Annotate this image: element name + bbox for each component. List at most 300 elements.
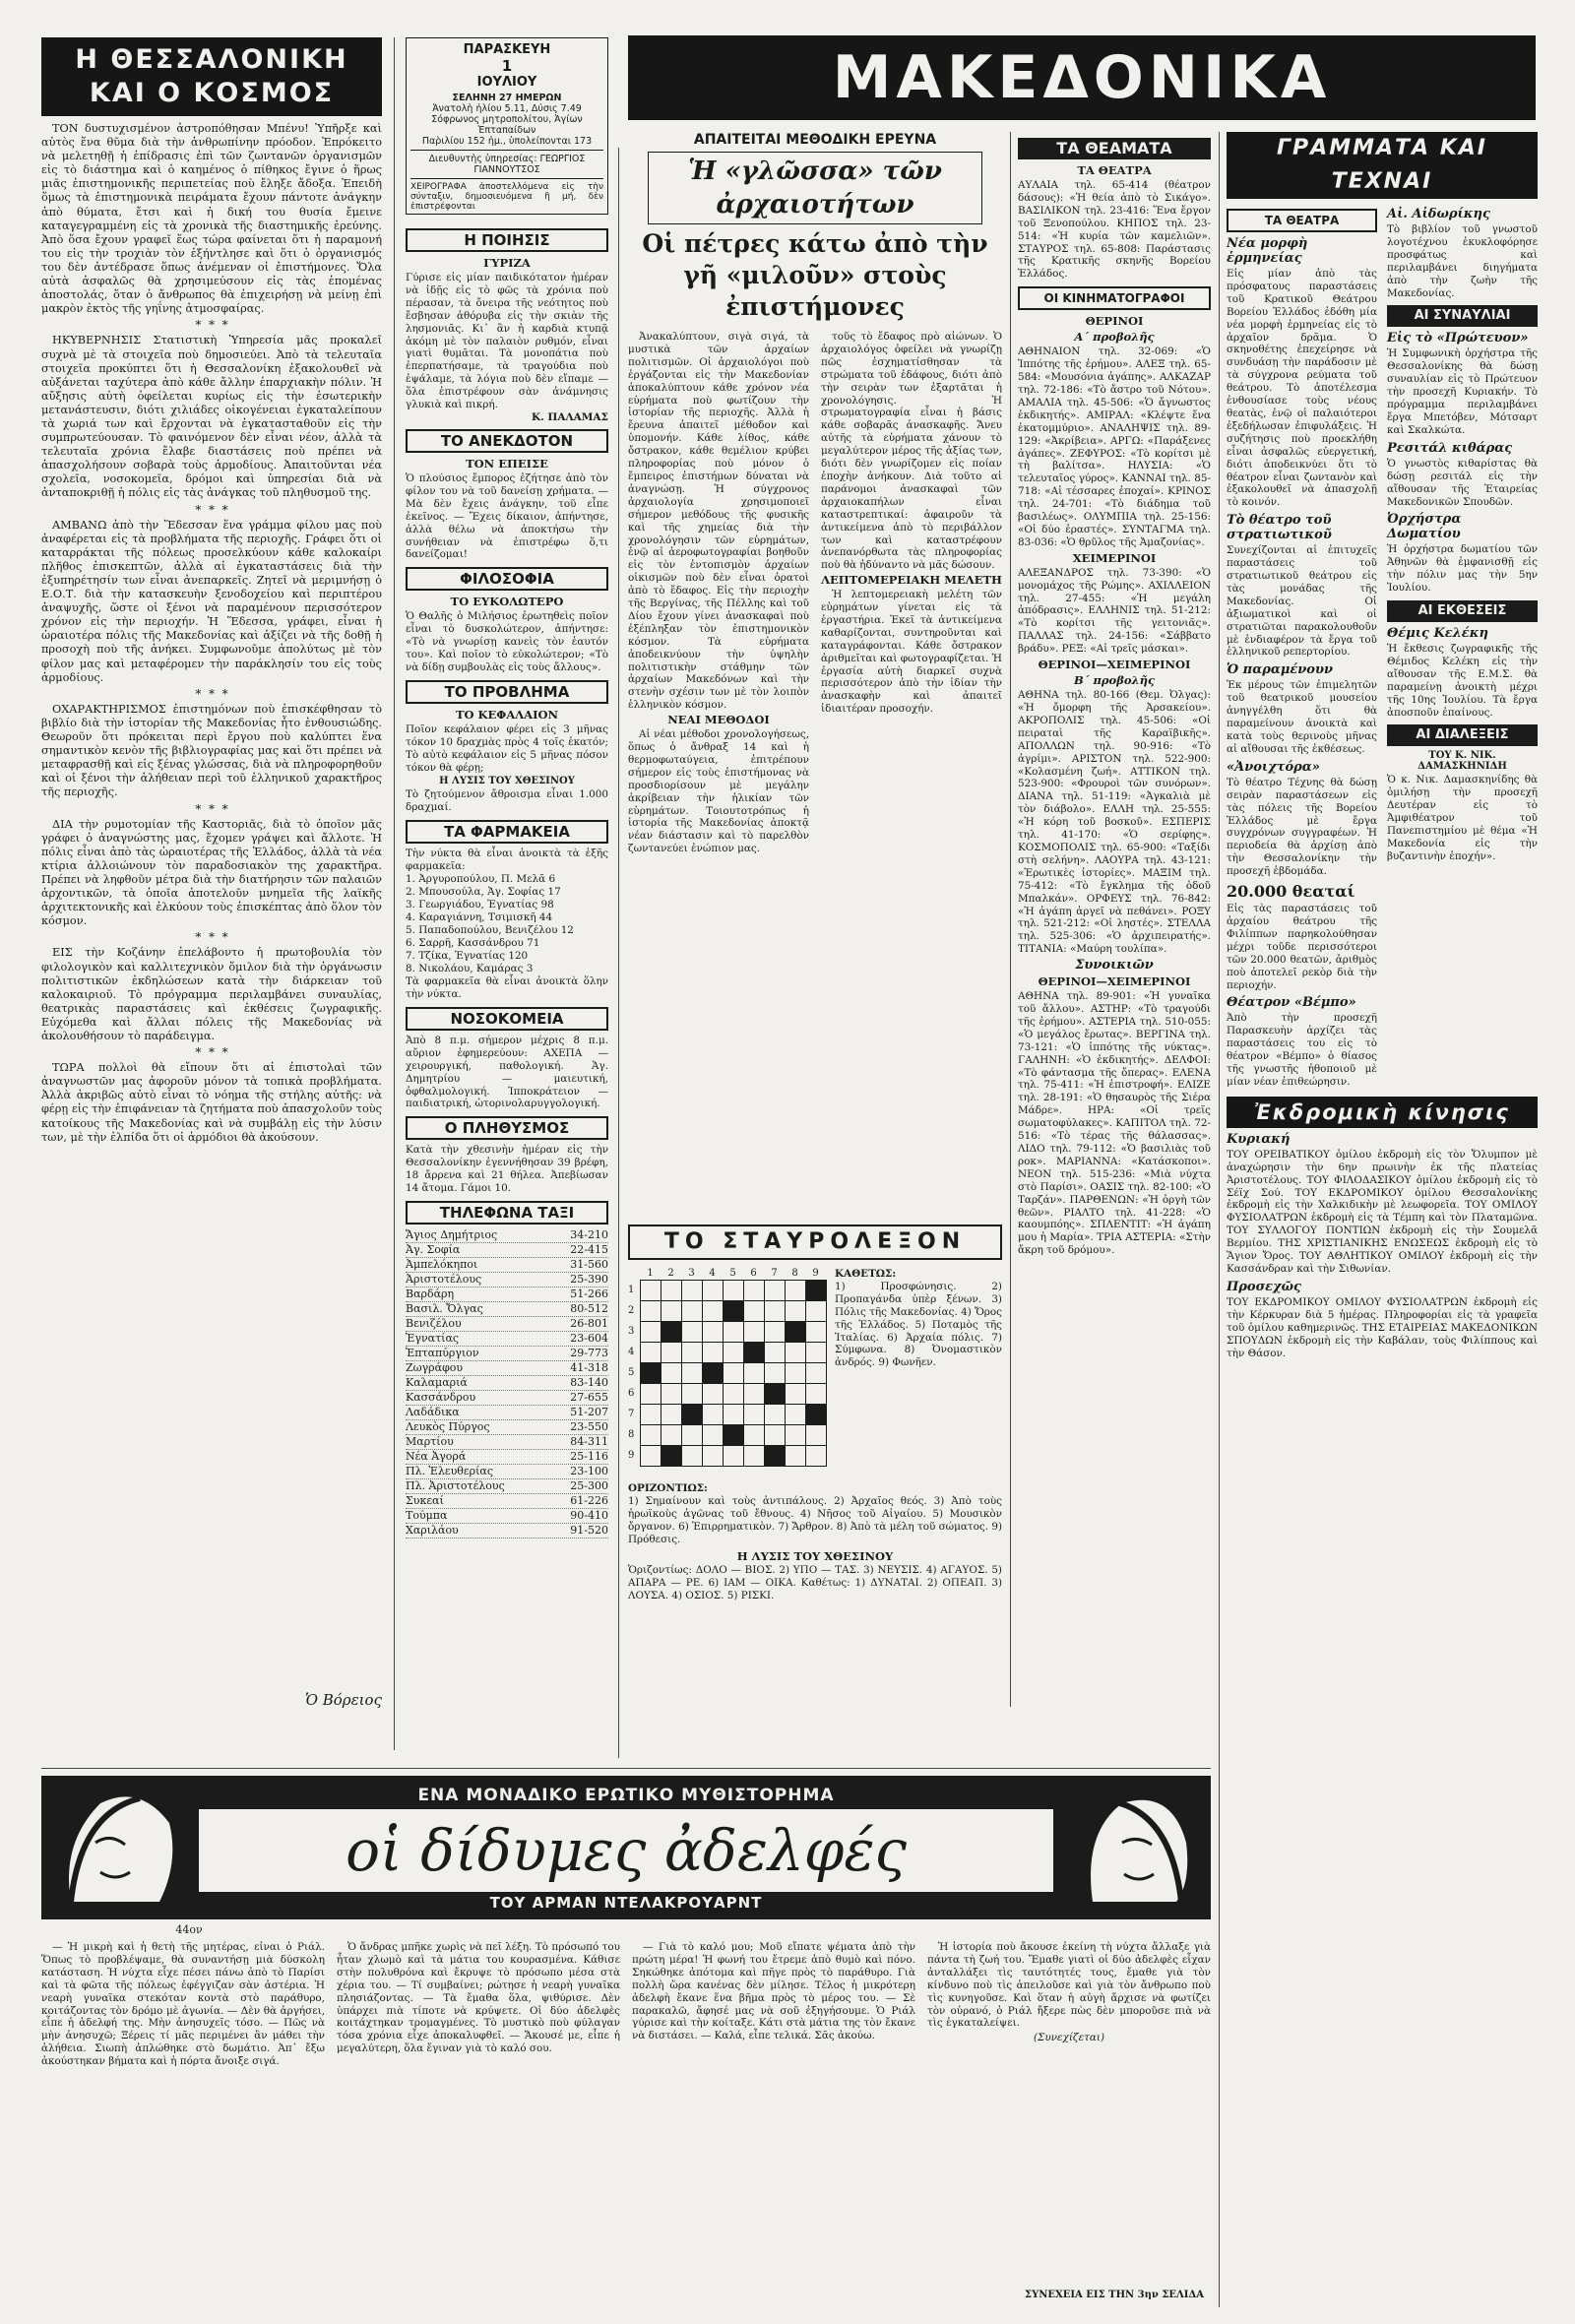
story-col-1	[628, 331, 809, 857]
portrait-illustration	[51, 1784, 189, 1912]
phone-row	[406, 1465, 608, 1479]
grid-cell[interactable]	[702, 1342, 724, 1363]
grid-row-number: 5	[628, 1367, 635, 1378]
arts-column	[1227, 132, 1538, 2309]
section-hospitals: ΝΟΣΟΚΟΜΕΙΑ	[406, 1007, 608, 1031]
grid-cell[interactable]	[702, 1424, 724, 1446]
section-spectacles: ΤΑ ΘΕΑΜΑΤΑ	[1018, 138, 1211, 159]
grid-cell[interactable]	[805, 1362, 827, 1384]
subhead: Αἰ. Αἰδωρίκης	[1387, 207, 1490, 221]
grid-cell[interactable]	[805, 1383, 827, 1405]
phone-area: Βασιλ. Ὄλγας	[406, 1301, 483, 1315]
phone-area: Βαρδάρη	[406, 1287, 455, 1300]
grid-cell[interactable]	[640, 1383, 662, 1405]
grid-cell[interactable]	[785, 1342, 806, 1363]
section-exhibitions: ΑΙ ΕΚΘΕΣΕΙΣ	[1387, 600, 1538, 622]
grid-cell[interactable]	[723, 1383, 744, 1405]
novel-paragraph: — Γιὰ τὸ καλό μου; Μοῦ εἴπατε ψέματα ἀπὸ τὴν πρώτη μέρα! Ἡ φωνή του ἔτρεμε ἀπὸ θυμὸ καὶ πόνο. Σηκώθηκε ἀπότομα καὶ πῆγε πρὸς τὸ παράθυρο. Γιὰ πολλὴ ὥρα κανένας δὲν μίλησε. Τέλος ἡ μικρότερη ἀδελφὴ ἔκανε ἕνα βῆμα πρὸς τὸ μέρος του. — Σὲ παρακαλῶ, ἄφησέ μας νὰ σοῦ ἐξηγήσουμε. Ὁ Ριάλ γύρισε καὶ τὴν κοίταξε. Κάτι στὰ μάτια της τὸν ἔκανε νὰ διστάσει. — Καλά, εἶπε τελικά. Σᾶς ἀκούω.	[632, 1941, 915, 2042]
novel-author: ΤΟΥ ΑΡΜΑΝ ΝΤΕΛΑΚΡΟΥΑΡΝΤ	[489, 1894, 763, 1912]
subhead: Νέα μορφὴ ἑρμηνείας	[1227, 236, 1308, 266]
phone-area: Ἐγνατίας	[406, 1331, 460, 1345]
phone-number: 27-655	[570, 1390, 608, 1404]
grid-cell[interactable]	[785, 1280, 806, 1301]
grid-cell[interactable]	[681, 1362, 703, 1384]
story-col-2	[821, 331, 1002, 857]
grid-cell[interactable]	[785, 1362, 806, 1384]
grid-row-number: 4	[628, 1347, 635, 1357]
grid-cell[interactable]	[723, 1321, 744, 1343]
grid-cell[interactable]	[805, 1280, 827, 1301]
phone-row	[406, 1317, 608, 1332]
subhead: Θέμις Κελέκη	[1387, 626, 1488, 642]
poem-text: Γύρισε εἰς μίαν παιδικότατον ἡμέραν νὰ ἰδῇς εἰς τὸ φῶς τὰ χρόνια ποὺ πέρασαν, τὰ ὄνειρα τῆς νεότητος ποὺ ἔσβησαν ἀθόρυβα εἰς τὴν σκιὰν τῆς λησμονιᾶς. Κι᾿ ἂν ἡ καρδιὰ κτυπᾷ ἀκόμη μὲ τὸν παλαιὸν ρυθμόν, εἶναι γιατὶ θυμᾶται. Τὰ μονοπάτια ποὺ ἐπερπατήσαμε, τὰ τραγούδια ποὺ ἐψάλαμε, τὰ λόγια ποὺ δὲν εἴπαμε — ὅλα ἐπιστρέφουν σὰν ἀνάμνησις γλυκιὰ καὶ πικρή.	[406, 272, 608, 411]
arts-text: Εἰς μίαν ἀπὸ τὰς πρόσφατους παραστάσεις τοῦ Κρατικοῦ Θεάτρου Βορείου Ἑλλάδος ἐδόθη μία νέα μορφὴ ἑρμηνείας εἰς τὸ ἀρχαῖον δρᾶμα. Ὁ σκηνοθέτης ἐπεχείρησε νὰ συνδυάσῃ τὴν παράδοσιν μὲ τὰ σύγχρονα ρεύματα τοῦ θεάτρου. Τὸ ἀποτέλεσμα ἐνθουσίασε τοὺς νέους θεατὰς, ἐνῷ οἱ παλαιότεροι ἐξεδήλωσαν ἐπιφυλάξεις. Ἡ συζήτησις ποὺ προεκλήθη εἶναι ἀσφαλῶς εὐεργετική, διότι ἀποδεικνύει ὅτι τὸ θέατρον εἶναι ζωντανὸν καὶ ἐξακολουθεῖ νὰ ἀπασχολῇ τὸ κοινόν.	[1227, 268, 1377, 509]
phone-area: Μαρτίου	[406, 1434, 454, 1448]
column-divider	[618, 148, 619, 1758]
grid-row-number: 1	[628, 1285, 635, 1295]
masthead-title: ΜΑΚΕΔΟΝΙΚΑ	[628, 35, 1536, 120]
phone-row	[406, 1332, 608, 1347]
grid-col-number: 1	[647, 1268, 654, 1279]
novel-portrait-right	[1063, 1784, 1201, 1912]
crossword-body	[628, 1268, 1002, 1476]
solution-text: Τὸ ζητούμενον ἄθροισμα εἶναι 1.000 δραχμαί.	[406, 788, 608, 814]
grid-cell[interactable]	[640, 1300, 662, 1322]
grid-cell[interactable]	[805, 1342, 827, 1363]
phone-area: Λαδάδικα	[406, 1405, 460, 1418]
novel-col	[337, 1941, 620, 2305]
crossword-grid	[628, 1268, 825, 1476]
cinema-group: ΘΕΡΙΝΟΙ—ΧΕΙΜΕΡΙΝΟΙ	[1038, 974, 1191, 989]
story-subhead: ΝΕΑΙ ΜΕΘΟΔΟΙ	[667, 713, 770, 727]
crossword	[628, 1225, 1002, 1687]
grid-col-number: 3	[688, 1268, 695, 1279]
phone-number: 84-311	[570, 1434, 608, 1448]
column-title: Η ΘΕΣΣΑΛΟΝΙΚΗ ΚΑΙ Ο ΚΟΣΜΟΣ	[41, 37, 382, 116]
grid-cell[interactable]	[743, 1321, 765, 1343]
phone-number: 25-116	[570, 1449, 608, 1463]
cinema-list: ΑΘΗΝΑ τηλ. 89-901: «Ἡ γυναῖκα τοῦ ἄλλου». ΑΣΤΗΡ: «Τὸ τραγούδι τῆς ἐρήμου». ΑΣΤΕΡΙΑ τηλ. 510-055: «Ὁ μεγάλος ἔρωτας». ΒΕΡΓΙΝΑ τηλ. 73-121: «Ὁ ἱππότης τῆς νύκτας». ΓΑΛΗΝΗ: «Ὁ ἐκδικητής». ΔΕΛΦΟΙ: «Τὸ φάντασμα τῆς ὄπερας». ΕΛΕΝΑ τηλ. 75-411: «Ἡ ἐπιστροφή». ΕΛΙΖΕ τηλ. 28-191: «Ὁ θησαυρὸς τῆς Σιέρα Μάδρε». ΗΡΑ: «Οἱ τρεῖς σωματοφύλακες». ΚΑΠΙΤΟΛ τηλ. 72-516: «Τὸ τέρας τῆς θάλασσας». ΛΙΔΟ τηλ. 79-112: «Ὁ βασιλιὰς τοῦ ροκ». ΜΑΡΙΑΝΝΑ: «Κατάσκοποι». ΝΕΟΝ τηλ. 515-236: «Μιὰ νύχτα στὸ Παρίσι». ΟΑΣΙΣ τηλ. 82-100: «Ὁ Ταρζάν». ΠΑΡΘΕΝΩΝ: «Ἡ ὀργὴ τῶν θεῶν». ΡΙΑΛΤΟ τηλ. 41-228: «Ὁ καουμπόης». ΣΠΛΕΝΤΙΤ: «Ἡ ἀγάπη μου ἡ Μαρία». ΤΡΙΑ ΑΣΤΕΡΙΑ: «Στὴν ἄκρη τοῦ δρόμου».	[1018, 990, 1211, 1257]
phone-row	[406, 1228, 608, 1243]
grid-col-number: 9	[812, 1268, 819, 1279]
pharmacy-item: 5. Παπαδοπούλου, Βενιζέλου 12	[406, 924, 574, 937]
excursions-text: ΤΟΥ ΟΡΕΙΒΑΤΙΚΟΥ ὁμίλου ἐκδρομὴ εἰς τὸν Ὄλυμπον μὲ ἀναχώρησιν τὴν 6ην πρωινὴν ἐκ τῆς πλατείας Ἀριστοτέλους. ΤΟΥ ΦΙΛΟΔΑΣΙΚΟΥ ὁμίλου ἐκδρομὴ εἰς τὸ Σέϊχ Σού. ΤΟΥ ΕΚΔΡΟΜΙΚΟΥ ὁμίλου Θεσσαλονίκης ἐκδρομὴ εἰς τὴν Χαλκιδικὴν μὲ λεωφορεῖα. ΤΟΥ ΟΜΙΛΟΥ ΦΥΣΙΟΛΑΤΡΩΝ ἐκδρομὴ εἰς τὰ Τέμπη καὶ τὸν Πλαταμῶνα. ΤΟΥ ΣΥΛΛΟΓΟΥ ΠΟΝΤΙΩΝ ἐκδρομὴ εἰς τὴν Σουμελᾶ Βερμίου. ΤΗΣ ΧΡΙΣΤΙΑΝΙΚΗΣ ΕΝΩΣΕΩΣ ἐκδρομὴ εἰς τὸ Ἅγιον Ὄρος. ΤΟΥ ΑΘΛΗΤΙΚΟΥ ΟΜΙΛΟΥ ἐκδρομὴ εἰς τὴν Κασσάνδραν καὶ τὴν Σιθωνίαν.	[1227, 1148, 1538, 1275]
phone-area: Κασσάνδρου	[406, 1390, 476, 1404]
phone-row	[406, 1406, 608, 1420]
phone-row	[406, 1376, 608, 1391]
grid-cell[interactable]	[640, 1404, 662, 1425]
grid-cell[interactable]	[640, 1362, 662, 1384]
cinemas-head: ΟΙ ΚΙΝΗΜΑΤΟΓΡΑΦΟΙ	[1018, 286, 1211, 310]
phone-area: Καλαμαριά	[406, 1375, 468, 1389]
story-columns	[628, 331, 1002, 857]
phone-area: Χαριλάου	[406, 1523, 459, 1537]
grid-cell[interactable]	[702, 1404, 724, 1425]
grid-cell[interactable]	[743, 1404, 765, 1425]
phone-number: 31-560	[570, 1257, 608, 1271]
phone-area: Πλ. Ἀριστοτέλους	[406, 1478, 505, 1492]
manuscript-note: ΧΕΙΡΟΓΡΑΦΑ ἀποστελλόμενα εἰς τὴν σύνταξιν, δημοσιευόμενα ἢ μή, δὲν ἐπιστρέφονται	[410, 182, 603, 212]
subhead: Τὸ θέατρο τοῦ στρατιωτικοῦ	[1227, 513, 1332, 543]
grid-col-number: 6	[750, 1268, 757, 1279]
pharmacies-note: Τὰ φαρμακεῖα θὰ εἶναι ἀνοικτὰ ὅλην τὴν νύκτα.	[406, 975, 608, 1000]
phone-number: 51-266	[570, 1287, 608, 1300]
novel-banner	[41, 1776, 1211, 1919]
director-line: Διευθυντὴς ὑπηρεσίας: ΓΕΩΡΓΙΟΣ ΓΙΑΝΝΟΥΤΣΟΣ	[428, 154, 586, 175]
phone-row	[406, 1524, 608, 1539]
paragraph: ΕΙΣ τὴν Κοζάνην ἐπελάβοντο ἡ πρωτοβουλία τὸν φιλολογικὸν καὶ καλλιτεχνικὸν ὅμιλον διὰ τὴν ὀργάνωσιν πολιτιστικῶν ἐκδηλώσεων κατὰ τὴν διάρκειαν τοῦ καλοκαιριοῦ. Τὸ πρόγραμμα περιλαμβάνει συναυλίας, θεατρικὰς παραστάσεις καὶ ἐκθέσεις ζωγραφικῆς. Εὐχόμεθα καὶ ἄλλαι πόλεις τῆς Μακεδονίας νὰ ἀκολουθήσουν τὸ παράδειγμα.	[41, 946, 382, 1042]
phone-number: 34-210	[570, 1227, 608, 1241]
philosophy-text: Ὁ Θαλῆς ὁ Μιλήσιος ἐρωτηθεὶς ποῖον εἶναι τὸ δυσκολώτερον, ἀπήντησε: «Τὸ νὰ γνωρίσῃ κανεὶς τὸν ἑαυτόν του». Καὶ ποῖον τὸ εὐκολώτερον; «Τὸ νὰ δίδῃ συμβουλὰς εἰς τοὺς ἄλλους».	[406, 610, 608, 673]
subhead: Προσεχῶς	[1227, 1279, 1301, 1294]
grid-cell[interactable]	[661, 1362, 682, 1384]
subhead: «Ἀνοιχτόρα»	[1227, 759, 1320, 775]
grid-cell[interactable]	[743, 1424, 765, 1446]
arts-col-2	[1387, 203, 1538, 1089]
grid-cell[interactable]	[723, 1445, 744, 1467]
pharmacy-item: 2. Μπουσούλα, Ἁγ. Σοφίας 17	[406, 886, 561, 899]
phone-area: Συκεαί	[406, 1493, 444, 1507]
grid-cell[interactable]	[764, 1280, 786, 1301]
phone-row	[406, 1435, 608, 1450]
grid-cell[interactable]	[702, 1321, 724, 1343]
subhead: ΤΟΥ Κ. ΝΙΚ. ΔΑΜΑΣΚΗΝΙΔΗ	[1418, 750, 1507, 773]
theatres-head: ΤΑ ΘΕΑΤΡΑ	[1077, 163, 1152, 177]
phone-row	[406, 1258, 608, 1273]
cinema-group: ΧΕΙΜΕΡΙΝΟΙ	[1072, 550, 1157, 565]
col2	[406, 222, 608, 1758]
grid-cell[interactable]	[661, 1300, 682, 1322]
arts-col-1	[1227, 203, 1377, 1089]
grid-cell[interactable]	[702, 1383, 724, 1405]
down-clues: 1) Προσφώνησις. 2) Προπαγάνδα ὑπὲρ ξένων. 3) Πόλις τῆς Μακεδονίας. 4) Ὄρος τῆς Ἑλλάδος. 5) Ποταμὸς τῆς Ἰταλίας. 6) Ἀρχαία πόλις. 7) Σύμφωνα. 8) Ὀνομαστικὸν ἀνδρός. 9) Φωνῆεν.	[835, 1280, 1002, 1369]
grid-cell[interactable]	[764, 1383, 786, 1405]
novel-paragraph: Ἡ ἱστορία ποὺ ἄκουσε ἐκείνη τὴ νύχτα ἄλλαξε γιὰ πάντα τὴ ζωή του. Ἔμαθε γιατὶ οἱ δύο ἀδελφὲς εἶχαν ἀνταλλάξει τὶς ταυτότητές τους, ἔμαθε γιὰ τὸν κίνδυνο ποὺ τὶς ἀπειλοῦσε καὶ γιὰ τὸν ἄνθρωπο ποὺ τὶς κυνηγοῦσε. Καὶ ὅταν ἡ αὐγὴ ἄρχισε νὰ φωτίζει τὸν οὐρανό, ὁ Ριάλ ἤξερε πὼς δὲν μποροῦσε πιὰ νὰ τὶς ἐγκαταλείψει.	[927, 1941, 1211, 2030]
phone-row	[406, 1391, 608, 1406]
grid-cell[interactable]	[681, 1342, 703, 1363]
phone-number: 83-140	[570, 1375, 608, 1389]
grid-row-number: 2	[628, 1305, 635, 1316]
phone-row	[406, 1288, 608, 1302]
section-anecdote: ΤΟ ΑΝΕΚΔΟΤΟΝ	[406, 429, 608, 453]
problem-title: ΤΟ ΚΕΦΑΛΑΙΟΝ	[455, 707, 559, 722]
grid-cell[interactable]	[743, 1383, 765, 1405]
novel-paragraph: — Ἡ μικρὴ καὶ ἡ θετὴ τῆς μητέρας, εἶναι ὁ Ριάλ. Ὅπως τὸ προβλέψαμε, θὰ συναντήσῃ μιὰ δύσκολη κατάσταση. Ἡ νύχτα εἶχε πέσει πάνω ἀπὸ τὸ Παρίσι καὶ τὰ φῶτα τῆς πόλεως ἐφέγγιζαν σὰν ἀστέρια. Ἡ νεαρὴ γυναῖκα στεκόταν κοντὰ στὸ παράθυρο, κοιτάζοντας τὸν δρόμο μὲ ἀγωνία. — Δὲν θὰ ἀργήσει, εἶπε ἡ ἀδελφή της. Μὴν ἀνησυχεῖς τόσο. — Πῶς νὰ μὴν ἀνησυχῶ; Ξέρεις τί μᾶς περιμένει ἂν μάθει τὴν ἀλήθεια. Σιωπὴ ἁπλώθηκε στὸ δωμάτιο. Ἀπ᾿ ἔξω ἀκούστηκαν βήματα καὶ ἡ πόρτα ἄνοιξε σιγά.	[41, 1941, 325, 2068]
grid-cell[interactable]	[702, 1280, 724, 1301]
grid-cell[interactable]	[661, 1280, 682, 1301]
section-pharmacies: ΤΑ ΦΑΡΜΑΚΕΙΑ	[406, 820, 608, 844]
story-paragraph: τοῦς τὸ ἔδαφος πρὸ αἰώνων. Ὁ ἀρχαιολόγος ὀφείλει νὰ γνωρίζῃ πῶς ἐσχηματίσθησαν τὰ στρώματα τοῦ ἐδάφους, διότι ἀπὸ τὴν σειρὰν των ἐξαρτᾶται ἡ χρονολόγησις. Ἡ στρωματογραφία εἶναι ἡ βάσις κάθε σοβαρᾶς ἀνασκαφῆς. Ἄνευ αὐτῆς τὰ εὑρήματα χάνουν τὸ μεγαλύτερον μέρος τῆς ἀξίας των, διότι δὲν γνωρίζομεν εἰς ποίαν ἐποχὴν ἀνήκουν. Διὰ τοῦτο αἱ παράνομοι ἀνασκαφαὶ τῶν ἀρχαιοκαπήλων εἶναι καταστρεπτικαί: ἀφαιροῦν τὰ ἀντικείμενα ἀπὸ τὸ περιβάλλον των καὶ καταστρέφουν ἀνεπανόρθωτα τὰς πληροφορίας ποὺ θὰ ἠδύναντο νὰ μᾶς δώσουν.	[821, 331, 1002, 572]
phone-row	[406, 1450, 608, 1465]
phone-area: Λευκὸς Πύργος	[406, 1419, 490, 1433]
paragraph: ΤΩΡΑ πολλοὶ θὰ εἴπουν ὅτι αἱ ἐπιστολαὶ τῶν ἀναγνωστῶν μας ἀφοροῦν μόνον τὰ τοπικὰ προβλήματα. Ἀλλὰ ἀκριβῶς αὐτὸ εἶναι τὸ νόημα τῆς στήλης αὐτῆς: νὰ φέρῃ εἰς τὴν ἐπιφάνειαν τὰ ζητήματα ποὺ ἀπασχολοῦν τοὺς κατοίκους τῆς Μακεδονίας καὶ νὰ συμβάλῃ εἰς τὴν λύσιν των, μὲ τὴν ἐλπίδα ὅτι οἱ ἁρμόδιοι θὰ ἀκούσουν.	[41, 1061, 382, 1144]
cinema-list: ΑΘΗΝΑ τηλ. 80-166 (Θεμ. Ὀλγας): «Ἡ ὄμορφη τῆς Ἀρσακείου». ΑΚΡΟΠΟΛΙΣ τηλ. 45-506: «Οἱ πειραταὶ τῆς Καραϊβικῆς». ΑΠΟΛΛΩΝ τηλ. 90-916: «Τὸ ἀγρίμι». ΑΡΙΣΤΟΝ τηλ. 522-900: «Κολασμένη ζωή». ΑΤΤΙΚΟΝ τηλ. 523-900: «Φρουροὶ τῶν συνόρων». ΔΙΑΝΑ τηλ. 51-119: «Ἀγκαλιὰ μὲ τὸν διάβολο». ΕΛΛΗ τηλ. 25-555: «Ἡ κόρη τοῦ βοσκοῦ». ΕΣΠΕΡΙΣ τηλ. 41-170: «Ὁ σερίφης». ΚΟΣΜΟΠΟΛΙΣ τηλ. 65-900: «Ταξίδι στὴ σελήνη». ΛΑΟΥΡΑ τηλ. 43-121: «Ἐρωτικὲς ἱστορίες». ΜΑΞΙΜ τηλ. 75-412: «Τὸ ἔγκλημα τῆς ὁδοῦ Μπαλκάν». ΟΡΦΕΥΣ τηλ. 76-842: «Ἡ ἀγάπη ἀργεῖ νὰ πεθάνει». ΡΟΞΥ τηλ. 521-212: «Οἱ ληστές». ΣΤΕΛΛΑ τηλ. 525-306: «Ὁ ἀρχιπειρατής». ΤΙΤΑΝΙΑ: «Μαύρη τουλίπα».	[1018, 689, 1211, 956]
left-column	[41, 37, 382, 1775]
novel-continued: (Συνεχίζεται)	[1033, 2032, 1105, 2044]
separator-stars: * * *	[195, 502, 228, 517]
arts-columns	[1227, 203, 1538, 1089]
anecdote-title: ΤΟΝ ΕΠΕΙΣΕ	[466, 456, 548, 471]
grid-cell[interactable]	[681, 1383, 703, 1405]
date-month: ΙΟΥΛΙΟΥ	[476, 75, 537, 90]
arts-text: Ὁ κ. Νικ. Δαμασκηνίδης θὰ ὁμιλήσῃ τὴν προσεχῆ Δευτέραν εἰς τὸ Ἀμφιθέατρον τοῦ Πανεπιστημίου μὲ θέμα «Ἡ Μακεδονία εἰς τὴν βυζαντινὴν ἐποχήν».	[1387, 774, 1538, 862]
grid-cell[interactable]	[723, 1280, 744, 1301]
crossword-title: ΤΟ ΣΤΑΥΡΟΛΕΞΟΝ	[628, 1225, 1002, 1260]
grid-cell[interactable]	[661, 1445, 682, 1467]
cinema-group: Συνοικιῶν	[1075, 958, 1154, 974]
grid-cell[interactable]	[785, 1300, 806, 1322]
grid-cell[interactable]	[702, 1445, 724, 1467]
grid-cell[interactable]	[723, 1342, 744, 1363]
grid-cell[interactable]	[640, 1424, 662, 1446]
section-theatres: ΤΑ ΘΕΑΤΡΑ	[1227, 209, 1377, 232]
arts-title: ΓΡΑΜΜΑΤΑ ΚΑΙ ΤΕΧΝΑΙ	[1227, 132, 1538, 199]
crossword-across	[628, 1482, 1002, 1602]
solution-title: Η ΛΥΣΙΣ ΤΟΥ ΧΘΕΣΙΝΟΥ	[439, 776, 575, 787]
arts-text: Τὸ θέατρο Τέχνης θὰ δώσῃ σειρὰν παραστάσεων εἰς τὰς πόλεις τῆς Βορείου Ἑλλάδος μὲ ἔργα συγχρόνων συγγραφέων. Ἡ περιοδεία θὰ ἀρχίσῃ ἀπὸ τὴν Θεσσαλονίκην τὴν προσεχῆ ἑβδομάδα.	[1227, 776, 1377, 878]
grid-cell[interactable]	[743, 1445, 765, 1467]
phone-number: 80-512	[570, 1301, 608, 1315]
grid-cell[interactable]	[764, 1300, 786, 1322]
arts-text: Ἡ Συμφωνικὴ ὀρχήστρα τῆς Θεσσαλονίκης θὰ δώσῃ συναυλίαν εἰς τὸ Πρώτευον τὴν προσεχῆ Κυριακήν. Τὸ πρόγραμμα περιλαμβάνει ἔργα Μπετόβεν, Μότσαρτ καὶ Σκαλκώτα.	[1387, 347, 1538, 436]
grid-cell[interactable]	[764, 1445, 786, 1467]
arts-text: Τὸ βιβλίον τοῦ γνωστοῦ λογοτέχνου ἐκυκλοφόρησε προσφάτως καὶ περιλαμβάνει διηγήματα ἀπὸ τὴν ζωὴν τῆς Μακεδονίας.	[1387, 223, 1538, 299]
story-paragraph: Ἡ λεπτομερειακὴ μελέτη τῶν εὑρημάτων γίνεται εἰς τὰ ἐργαστήρια. Ἐκεῖ τὰ ἀντικείμενα καθαρίζονται, συντηροῦνται καὶ καταγράφονται. Κάθε ὄστρακον ἀριθμεῖται καὶ φωτογραφίζεται. Ἡ ἐργασία αὐτὴ διαρκεῖ συχνὰ περισσότερον ἀπὸ τὴν ἰδίαν τὴν ἀνασκαφὴν καὶ ἀπαιτεῖ ἰδιαιτέραν προσοχήν.	[821, 589, 1002, 716]
grid-cell[interactable]	[640, 1321, 662, 1343]
phone-number: 29-773	[570, 1346, 608, 1359]
grid-row-number: 6	[628, 1388, 635, 1399]
story-kicker: ΑΠΑΙΤΕΙΤΑΙ ΜΕΘΟΔΙΚΗ ΕΡΕΥΝΑ	[693, 132, 937, 148]
grid-cell[interactable]	[681, 1424, 703, 1446]
novel-portrait	[51, 1784, 189, 1912]
separator-stars: * * *	[195, 801, 228, 816]
arts-text: Συνεχίζονται αἱ ἐπιτυχεῖς παραστάσεις τοῦ στρατιωτικοῦ θεάτρου εἰς τὰς μονάδας τῆς Μακεδονίας. Οἱ ἀξιωματικοὶ καὶ οἱ στρατιῶται παρακολουθοῦν μὲ ἐνδιαφέρον τὰ ἔργα τοῦ ἑλληνικοῦ ρεπερτορίου.	[1227, 544, 1377, 659]
grid-cell[interactable]	[661, 1404, 682, 1425]
section-philosophy: ΦΙΛΟΣΟΦΙΑ	[406, 567, 608, 591]
grid-cell[interactable]	[743, 1342, 765, 1363]
phone-number: 41-318	[570, 1360, 608, 1374]
grid-row-number: 3	[628, 1326, 635, 1337]
arts-text: Ἡ ὀρχήστρα δωματίου τῶν Ἀθηνῶν θὰ ἐμφανισθῇ εἰς τὴν πόλιν μας τὴν 5ην Ἰουλίου.	[1387, 543, 1538, 595]
column-divider	[1010, 132, 1011, 1707]
grid-cell[interactable]	[785, 1445, 806, 1467]
pharmacy-list	[406, 873, 608, 975]
pharmacy-item: 1. Ἀργυροπούλου, Π. Μελᾶ 6	[406, 873, 556, 886]
paragraph: ΑΜΒΑΝΩ ἀπὸ τὴν Ἕδεσσαν ἕνα γράμμα φίλου μας ποὺ ἀναφέρεται εἰς τὰ προβλήματα τῆς περιοχῆς. Γράφει ὅτι οἱ καταρράκται τῆς πόλεως προσελκύουν κάθε καλοκαίρι πλῆθος ἐπισκεπτῶν, ἀλλὰ αἱ ἐγκαταστάσεις διὰ τὴν ἐξυπηρέτησίν των εἶναι ἀνεπαρκεῖς. Ζητεῖ νὰ μεριμνήσῃ ὁ Ε.Ο.Τ. διὰ τὴν κατασκευὴν ξενοδοχείου καὶ περιπτέρου ἀναψυχῆς, ὥστε οἱ ξένοι νὰ παραμένουν περισσότερον χρόνον εἰς τὴν περιοχήν. Ἡ Ἕδεσσα, γράφει, εἶναι ἡ ὡραιοτέρα πόλις τῆς Μακεδονίας καὶ ἀξίζει νὰ τῆς δοθῇ ἡ προσοχὴ ποὺ τῆς ἀνήκει. Συμφωνοῦμε ἀπολύτως μὲ τὸν φίλον μας καὶ μεταφέρομεν τὴν παράκλησίν του εἰς τοὺς ἁρμοδίους.	[41, 518, 382, 684]
phone-row	[406, 1347, 608, 1361]
grid-cell[interactable]	[785, 1404, 806, 1425]
rule	[410, 178, 603, 179]
continued-note: ΣΥΝΕΧΕΙΑ ΕΙΣ ΤΗΝ 3ην ΣΕΛΙΔΑ	[1025, 2290, 1204, 2300]
grid-cell[interactable]	[661, 1424, 682, 1446]
story-paragraph: Αἱ νέαι μέθοδοι χρονολογήσεως, ὅπως ὁ ἄνθραξ 14 καὶ ἡ θερμοφωταύγεια, ἐπιτρέπουν σήμερον εἰς τοὺς ἐπιστήμονας νὰ προσδιορίσουν μὲ μεγάλην ἀκρίβειαν τὴν ἡλικίαν τῶν εὑρημάτων. Τοιουτοτρόπως ἡ ἱστορία τῆς Μακεδονίας ἀποκτᾷ νέαν διάστασιν καὶ τὸ παρελθὸν ζωντανεύει ἐνώπιον μας.	[628, 728, 809, 855]
separator-stars: * * *	[195, 1045, 228, 1060]
novel-banner-label: ΕΝΑ ΜΟΝΑΔΙΚΟ ΕΡΩΤΙΚΟ ΜΥΘΙΣΤΟΡΗΜΑ	[417, 1786, 835, 1805]
theatres-text: ΑΥΛΑΙΑ τηλ. 65-414 (θέατρον δάσους): «Ἡ θεία ἀπὸ τὸ Σικάγο». ΒΑΣΙΛΙΚΟΝ τηλ. 23-416: Ἕνα ἔργον τοῦ Ξενοπούλου. ΚΗΠΟΣ τηλ. 23-514: «Ἡ κυρία τῶν καμελιῶν». ΣΤΑΥΡΟΣ τηλ. 65-808: Παράστασις τῆς Κρατικῆς σκηνῆς Βορείου Ἑλλάδος.	[1018, 179, 1211, 281]
calendar-line: Παρ̀ιλίου 152 ἡμ., ὑπολείπονται 173	[421, 136, 593, 147]
calendar-line: Ἀνατολὴ ἡλίου 5.11, Δύσις 7.49	[432, 103, 582, 114]
story-paragraph: Ἀνακαλύπτουν, σιγὰ σιγά, τὰ μυστικὰ τῶν ἀρχαίων πολιτισμῶν. Οἱ ἀρχαιολόγοι ποὺ ἐργάζονται εἰς τὴν Μακεδονίαν ἀποκαλύπτουν κάθε χρόνον νέα εὑρήματα ποὺ φωτίζουν τὴν ἱστορίαν τῆς περιοχῆς. Ἀλλὰ ἡ ἔρευνα ἀπαιτεῖ μέθοδον καὶ ὑπομονήν. Κάθε λίθος, κάθε ὄστρακον, κάθε θεμέλιον κρύβει πληροφορίας ποὺ μόνον ὁ ἔμπειρος ἐπιστήμων δύναται νὰ ἀναγνώσῃ. Ἡ σύγχρονος ἀρχαιολογία χρησιμοποιεῖ σήμερον μεθόδους τῆς φυσικῆς καὶ τῆς χημείας διὰ τὴν χρονολόγησιν τῶν εὑρημάτων, ἐνῷ αἱ ἀεροφωτογραφίαι βοηθοῦν εἰς τὸν ἐντοπισμὸν ἀρχαίων οἰκισμῶν ποὺ δὲν εἶναι ὁρατοὶ ἀπὸ τὸ ἔδαφος. Εἰς τὴν περιοχὴν τῆς Βεργίνας, τῆς Πέλλης καὶ τοῦ Δίου ἔχουν γίνει ἀνασκαφαὶ ποὺ ἐξέπληξαν τὸν ἐπιστημονικὸν κόσμον. Τὰ εὑρήματα ἀποδεικνύουν τὴν ὑψηλὴν πολιτιστικὴν στάθμην τῶν ἀρχαίων Μακεδόνων καὶ τὴν στενὴν σχέσιν των μὲ τὸν λοιπὸν ἑλληνικὸν κόσμον.	[628, 331, 809, 712]
hospitals-text: Ἀπὸ 8 π.μ. σήμερον μέχρις 8 π.μ. αὔριον ἐφημερεύουν: ΑΧΕΠΑ — χειρουργική, παθολογική. Ἁγ. Δημητρίου — μαιευτική, ὀφθαλμολογική. Ἱπποκράτειον — παιδιατρική, ὠτορινολαρυγγολογική.	[406, 1034, 608, 1110]
phone-area: Πλ. Ἐλευθερίας	[406, 1464, 493, 1477]
phone-number: 91-520	[570, 1523, 608, 1537]
poem-author: Κ. ΠΑΛΑΜΑΣ	[532, 410, 608, 423]
grid-cell[interactable]	[681, 1280, 703, 1301]
phone-row	[406, 1494, 608, 1509]
down-title: ΚΑΘΕΤΩΣ:	[835, 1268, 897, 1280]
section-lectures: ΑΙ ΔΙΑΛΕΞΕΙΣ	[1387, 724, 1538, 746]
phone-area: Ἀγ. Σοφία	[406, 1242, 461, 1256]
portrait-illustration	[1063, 1784, 1201, 1912]
phone-number: 22-415	[570, 1242, 608, 1256]
grid-cell[interactable]	[723, 1424, 744, 1446]
grid-cell[interactable]	[723, 1362, 744, 1384]
novel-paragraph: Ὁ ἄνδρας μπῆκε χωρὶς νὰ πεῖ λέξη. Τὸ πρόσωπό του ἦταν χλωμὸ καὶ τὰ μάτια του κουρασμένα. Κάθισε στὴν πολυθρόνα καὶ ἔκρυψε τὸ πρόσωπο μέσα στὰ χέρια του. — Τί συμβαίνει; ρώτησε ἡ νεαρὴ γυναῖκα πλησιάζοντας. — Τὰ ἔμαθα ὅλα, ψιθύρισε. Δὲν ὑπάρχει πιὰ τίποτε νὰ κρύψετε. Οἱ δύο ἀδελφὲς κοιτάχτηκαν τρομαγμένες. Τὸ μυστικὸ ποὺ φύλαγαν τόσα χρόνια εἶχε ἀποκαλυφθεῖ. — Ἄκουσέ με, εἶπε ἡ μεγαλύτερη, ὅλα ἔγιναν γιὰ τὸ καλό σου.	[337, 1941, 620, 2055]
phone-number: 23-100	[570, 1464, 608, 1477]
paragraph: ΤΟΝ δυστυχισμένον ἀστροπόθησαν Μπένυ! Ὑπῆρξε καὶ αὐτὸς ἕνα θῦμα διὰ τὴν ἀνθρωπίνην πρόοδον. Ἐπρόκειτο νὰ μελετηθῇ ἡ ἐπίδρασις ἐπὶ τῶν ζωντανῶν ὀργανισμῶν εἰς τὸ διάστημα καὶ ὁ καημένος ὁ πίθηκος ἔγινε ὁ ἥρως μιᾶς ἐπιστημονικῆς περιπετείας ποὺ ἔληξε ἄδοξα. Ἐπειδὴ ὅμως τὰ ἐπιστημονικὰ πειράματα ἔχουν πάντοτε ἀνάγκην ἀπὸ θύματα, ἔτσι καὶ ἡ δική του θυσία ἔμεινε καταγεγραμμένη εἰς τὰ χρονικὰ τῆς διαστημικῆς ἐρεύνης. Ἀπὸ ὅσα ἔχουν γραφεῖ ἕως τώρα φαίνεται ὅτι ἡ παραμονή του εἰς τὴν τροχιὰν τὸν ἐξήντλησε καὶ ὅτι ὁ ὀργανισμός του δὲν ἀντέδρασε ὅπως ἀνέμεναν οἱ ἐπιστήμονες. Ὅλα αὐτὰ ἀσφαλῶς θὰ χρησιμεύσουν εἰς τὰς ἑπομένας ἀποστολάς, ὅταν ὁ ἄνθρωπος θὰ ἐπιχειρήσῃ νὰ μείνῃ ἐπὶ μακρὸν ἐκτὸς τῆς γηΐνης ἀτμοσφαίρας.	[41, 122, 382, 316]
grid-cell[interactable]	[743, 1362, 765, 1384]
cinema-list: ΑΘΗΝΑΙΟΝ τηλ. 32-069: «Ὁ Ἰππότης τῆς ἐρήμου». ΑΛΕΞ τηλ. 65-584: «Μουσόνια ἀγάπης». ΑΛΚΑΖΑΡ τηλ. 72-186: «Τὸ ἄστρο τοῦ Νότου». ΑΜΑΛΙΑ τηλ. 45-506: «Ὁ ἄγνωστος ἐκδικητής». ΑΜΙΡΑΛ: «Κλέψτε ἕνα ἑκατομμύριο». ΑΝΑΛΗΨΙΣ τηλ. 89-129: «Ἀκρίβεια». ΑΡΓΩ: «Παράξενες ἀγάπες». ΖΕΦΥΡΟΣ: «Τὸ κορίτσι μὲ τὴ βαλίτσα». ΗΛΥΣΙΑ: «Ὁ τελευταῖος γύρος». ΚΑΝΝΑΙ τηλ. 85-718: «Αἱ τέσσαρες ἐποχαί». ΚΡΙΝΟΣ τηλ. 24-701: «Τὸ διάδημα τοῦ βασιλέως». ΟΛΥΜΠΙΑ τηλ. 25-156: «Οἱ δύο ἐραστές». ΣΥΝΤΑΓΜΑ τηλ. 83-036: «Ὁ θρῦλος τῆς Ἀμαζονίας».	[1018, 345, 1211, 548]
across-title: ΟΡΙΖΟΝΤΙΩΣ:	[628, 1482, 708, 1494]
grid-cell[interactable]	[743, 1280, 765, 1301]
taxi-phone-list	[406, 1228, 608, 1539]
column-signature: Ὁ Βόρειος	[305, 1691, 382, 1709]
pharmacy-item: 3. Γεωργιάδου, Ἐγνατίας 98	[406, 899, 554, 911]
phone-number: 90-410	[570, 1508, 608, 1522]
phone-area: Ζωγράφου	[406, 1360, 464, 1374]
anecdote-text: Ὁ πλούσιος ἔμπορος ἐζήτησε ἀπὸ τὸν φίλον του νὰ τοῦ δανείσῃ χρήματα. — Μὰ δὲν ἔχεις ἀνάγκην, τοῦ εἶπε ἐκεῖνος. — Ἔχεις δίκαιον, ἀπήντησε, ἀλλὰ θέλω νὰ ἀποκτήσω τὴν συνήθειαν νὰ ἐπιστρέφω ὅ,τι δανείζομαι!	[406, 471, 608, 561]
phone-row	[406, 1479, 608, 1494]
phone-row	[406, 1361, 608, 1376]
grid-cell[interactable]	[681, 1321, 703, 1343]
grid-cell[interactable]	[681, 1404, 703, 1425]
subhead: Κυριακή	[1227, 1131, 1291, 1147]
paragraph: ΗΚΥΒΕΡΝΗΣΙΣ Στατιστικὴ Ὑπηρεσία μᾶς προκαλεῖ συχνὰ μὲ τὰ στοιχεῖα ποὺ δημοσιεύει. Ἀπὸ τὰ τελευταῖα στοιχεῖα προκύπτει ὅτι ἡ Θεσσαλονίκη ἐξακολουθεῖ νὰ αὐξάνεται ταχύτερα ἀπὸ κάθε ἄλλην ἐπαρχιακὴν πόλιν. Ἡ αὔξησις αὐτὴ ὀφείλεται κυρίως εἰς τὴν ἐσωτερικὴν μετανάστευσιν, διότι χιλιάδες οἰκογένειαι ἐγκαταλείπουν τὰ χωριά των καὶ ἔρχονται νὰ ἐγκατασταθοῦν εἰς τὴν συμπρωτεύουσαν. Τὸ φαινόμενον δὲν εἶναι νέον, ἀλλὰ τὰ τελευταῖα χρόνια ἔλαβε διαστάσεις ποὺ πρέπει νὰ ἀπασχολήσουν σοβαρὰ τοὺς ἁρμοδίους. Ἀπαιτοῦνται νέα σχολεῖα, νοσοκομεῖα, δρόμοι καὶ ὑπηρεσίαι διὰ νὰ ἀνταποκριθῇ ἡ πόλις εἰς τὰς ἀνάγκας τοῦ πληθυσμοῦ της.	[41, 334, 382, 500]
grid-cell[interactable]	[805, 1300, 827, 1322]
phone-row	[406, 1243, 608, 1258]
pharmacy-item: 4. Καραγιάννη, Τσιμισκῆ 44	[406, 911, 553, 924]
grid-cell[interactable]	[681, 1445, 703, 1467]
rule	[410, 150, 603, 151]
phone-area: Ἀμπελόκηποι	[406, 1257, 478, 1271]
separator-stars: * * *	[195, 930, 228, 945]
grid-col-number: 7	[771, 1268, 778, 1279]
phone-row	[406, 1273, 608, 1288]
grid-cell[interactable]	[764, 1321, 786, 1343]
arts-text: Ὁ γνωστὸς κιθαρίστας θὰ δώσῃ ρεσιτάλ εἰς τὴν αἴθουσαν τῆς Ἑταιρείας Μακεδονικῶν Σπουδῶν.	[1387, 457, 1538, 508]
arts-text: Ἐκ μέρους τῶν ἐπιμελητῶν τοῦ θεατρικοῦ μουσείου ἀνηγγέλθη ὅτι θὰ παραμείνουν ἀνοικτὰ καὶ κατὰ τοὺς θερινοὺς μῆνας αἱ αἴθουσαι τῆς ἐκθέσεως.	[1227, 679, 1377, 755]
grid-cell[interactable]	[764, 1404, 786, 1425]
grid-cell[interactable]	[640, 1445, 662, 1467]
grid-cell[interactable]	[805, 1445, 827, 1467]
date-number: 1	[501, 57, 513, 75]
grid-cell[interactable]	[723, 1300, 744, 1322]
section-poetry: Η ΠΟΙΗΣΙΣ	[406, 228, 608, 252]
grid-cell[interactable]	[640, 1280, 662, 1301]
novel-title: οἱ δίδυμες ἀδελφές	[199, 1809, 1053, 1892]
philosophy-title: ΤΟ ΕΥΚΟΛΩΤΕΡΟ	[450, 595, 564, 609]
subhead: Ρεσιτάλ κιθάρας	[1387, 440, 1513, 456]
phone-area: Νέα Ἀγορά	[406, 1449, 467, 1463]
novel-col	[927, 1941, 1211, 2305]
story-headline-2: Οἱ πέτρες κάτω ἀπὸ τὴν γῆ «μιλοῦν» στοὺς ἐπιστήμονες	[642, 229, 988, 321]
novel-col	[41, 1941, 325, 2305]
grid-cell[interactable]	[681, 1300, 703, 1322]
pharmacy-item: 7. Τζίκα, Ἐγνατίας 120	[406, 950, 529, 963]
grid-cell[interactable]	[805, 1424, 827, 1446]
population-text: Κατὰ τὴν χθεσινὴν ἡμέραν εἰς τὴν Θεσσαλονίκην ἐγεννήθησαν 39 βρέφη, 18 ἄρρενα καὶ 21 θήλεα. Ἀπεβίωσαν 14 ἄτομα. Γάμοι 10.	[406, 1144, 608, 1195]
grid-cell[interactable]	[785, 1321, 806, 1343]
story-subhead: ΛΕΠΤΟΜΕΡΕΙΑΚΗ ΜΕΛΕΤΗ	[821, 573, 1002, 588]
date-day: ΠΑΡΑΣΚΕΥΗ	[463, 42, 551, 57]
grid-cell[interactable]	[764, 1362, 786, 1384]
grid-col-number: 4	[709, 1268, 716, 1279]
section-taxi-phones: ΤΗΛΕΦΩΝΑ ΤΑΞΙ	[406, 1201, 608, 1225]
crossword-solution: Ὁριζοντίως: ΔΟΛΟ — ΒΙΟΣ. 2) ΥΠΟ — ΤΑΣ. 3) ΝΕΥΣΙΣ. 4) ΑΓΑΥΟΣ. 5) ΑΠΑΡΑ — ΡΕ. 6) ΙΑΜ — ΟΙΚΑ. Καθέτως: 1) ΔΥΝΑΤΑΙ. 2) ΟΠΕΑΠ. 3) ΛΟΥΣΑ. 4) ΟΣΙΟΣ. 5) ΡΙΣΚΙ.	[628, 1564, 1002, 1602]
grid-cell[interactable]	[661, 1383, 682, 1405]
phone-number: 25-390	[570, 1272, 608, 1286]
grid-cell[interactable]	[805, 1404, 827, 1425]
cinema-group: ΘΕΡΙΝΟΙ	[1085, 314, 1144, 329]
grid-row-number: 8	[628, 1429, 635, 1440]
paragraph: ΟΧΑΡΑΚΤΗΡΙΣΜΟΣ ἐπιστημόνων ποὺ ἐπισκέφθησαν τὸ βιβλίο διὰ τὴν ἱστορίαν τῆς Μακεδονίας ἦτο ἐνθουσιώδης. Θεωροῦν ὅτι πρόκειται περὶ ἔργου ποὺ καλύπτει ἕνα σημαντικὸν κενὸν τῆς βιβλιογραφίας μας καὶ ὅτι πρέπει νὰ μεταφρασθῇ καὶ εἰς ξένας γλώσσας, διὰ νὰ πληροφορηθοῦν καὶ οἱ ξένοι τὴν ἀλήθειαν περὶ τοῦ ἑλληνικοῦ χαρακτῆρος τῆς περιοχῆς.	[41, 702, 382, 799]
grid-cell[interactable]	[785, 1383, 806, 1405]
grid-cell[interactable]	[702, 1300, 724, 1322]
calendar-line: Σόφρωνος μητροπολίτου, Ἀγίων Ἑπταπαίδων	[431, 114, 583, 136]
grid-cell[interactable]	[723, 1404, 744, 1425]
novel-col	[632, 1941, 915, 2305]
subhead: 20.000 θεαταί	[1227, 882, 1355, 902]
grid-cell[interactable]	[764, 1424, 786, 1446]
grid-col-number: 2	[667, 1268, 674, 1279]
poem-title: ΓΥΡΙΖΑ	[483, 256, 531, 270]
crossword-solution-title: Η ΛΥΣΙΣ ΤΟΥ ΧΘΕΣΙΝΟΥ	[736, 1548, 894, 1563]
cinema-subgroup: Α΄ προβολῆς	[1074, 330, 1155, 345]
phone-number: 23-604	[570, 1331, 608, 1345]
grid-cell[interactable]	[640, 1342, 662, 1363]
arts-text: Εἰς τὰς παραστάσεις τοῦ ἀρχαίου θεάτρου τῆς Φιλίππων παρηκολούθησαν μέχρι τοῦδε περισσότεροι τῶν 20.000 θεατῶν, ἀριθμὸς ποὺ ἀποτελεῖ ρεκὸρ διὰ τὴν περιοχήν.	[1227, 903, 1377, 991]
subhead: Θέατρον «Βέμπο»	[1227, 995, 1356, 1011]
phone-number: 61-226	[570, 1493, 608, 1507]
section-problem: ΤΟ ΠΡΟΒΛΗΜΑ	[406, 680, 608, 704]
section-divider	[41, 1768, 1211, 1769]
excursions-title: Ἐκδρομικὴ κίνησις	[1227, 1097, 1538, 1128]
section-concerts: ΑΙ ΣΥΝΑΥΛΙΑΙ	[1387, 305, 1538, 327]
crossword-down	[835, 1268, 1002, 1476]
phone-area: Βενιζέλου	[406, 1316, 462, 1330]
phone-row	[406, 1420, 608, 1435]
phone-area: Ἑπταπύργιον	[406, 1346, 479, 1359]
subhead: Ὁ παραμένουν	[1227, 662, 1333, 678]
cinema-subgroup: Β΄ προβολῆς	[1074, 673, 1155, 688]
grid-cell[interactable]	[743, 1300, 765, 1322]
novel-text	[41, 1941, 1211, 2305]
phone-row	[406, 1302, 608, 1317]
phone-number: 23-550	[570, 1419, 608, 1433]
column-divider	[1219, 132, 1220, 2307]
grid-cell[interactable]	[785, 1424, 806, 1446]
subhead: Εἰς τὸ «Πρώτευον»	[1387, 331, 1529, 346]
phone-area: Ἄγιος Δημήτριος	[406, 1227, 498, 1241]
calendar-line: ΣΕΛΗΝΗ 27 ΗΜΕΡΩΝ	[452, 93, 562, 103]
grid-cell[interactable]	[661, 1342, 682, 1363]
grid-cell[interactable]	[764, 1342, 786, 1363]
grid-cell[interactable]	[805, 1321, 827, 1343]
grid-cell[interactable]	[661, 1321, 682, 1343]
separator-stars: * * *	[195, 686, 228, 701]
story-headline-1: Ἡ «γλῶσσα» τῶν ἀρχαιοτήτων	[648, 152, 982, 224]
grid-cell[interactable]	[702, 1362, 724, 1384]
